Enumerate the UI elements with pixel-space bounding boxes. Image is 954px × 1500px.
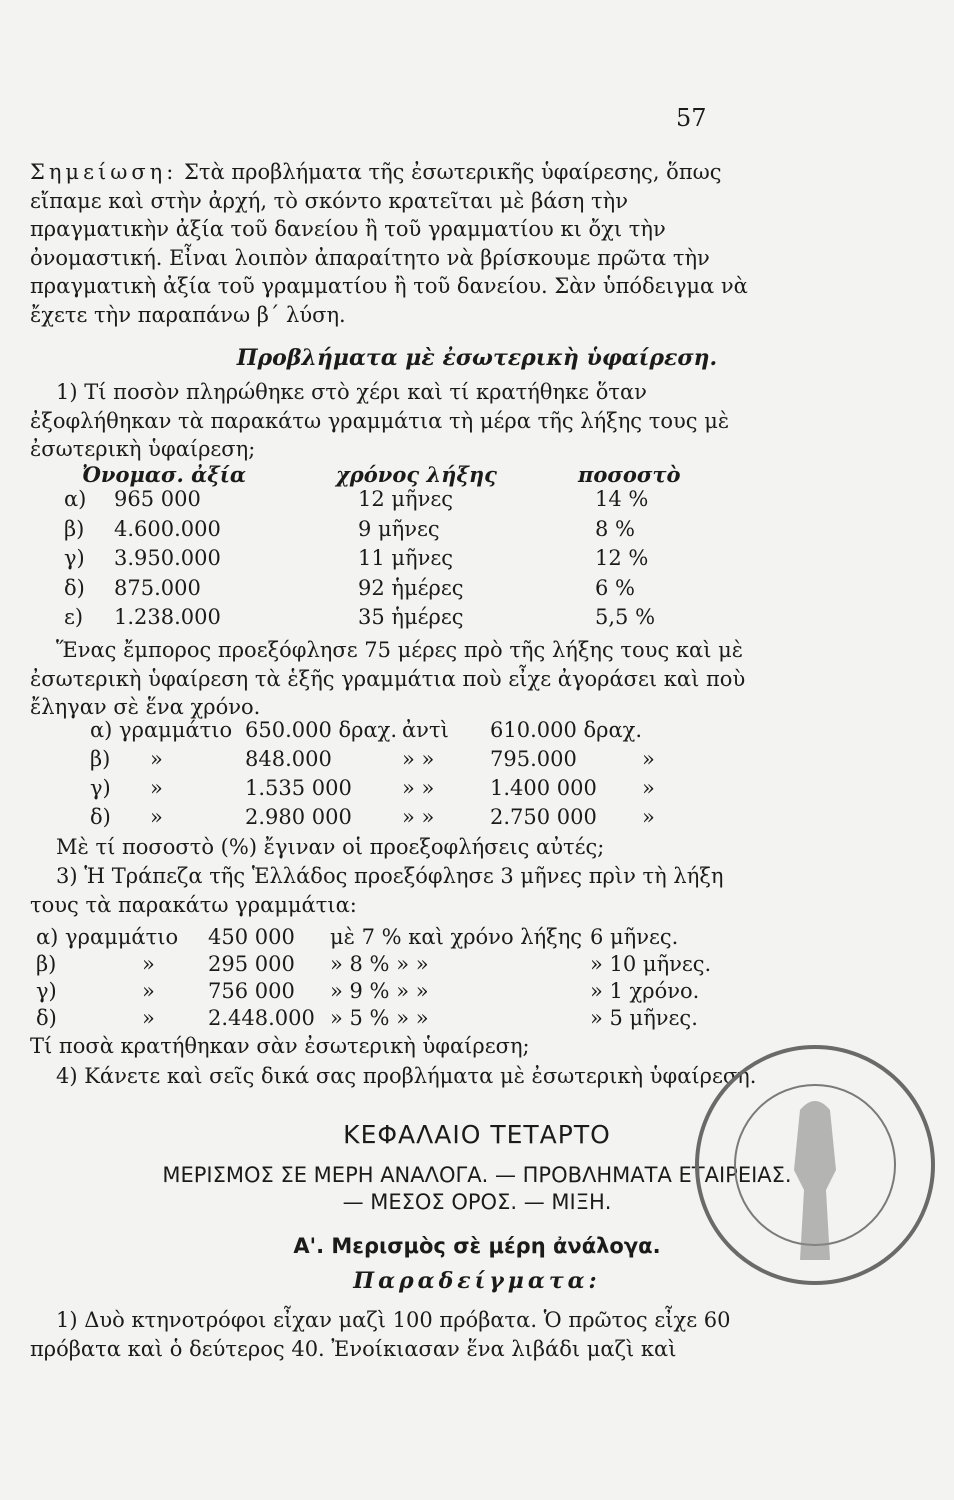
item-nominal: 1.535 000: [245, 776, 352, 800]
row-label: γ): [64, 546, 85, 570]
row-nominal-value: 3.950.000: [114, 546, 221, 570]
list-item: [30, 925, 770, 954]
item-ditto: »: [142, 952, 155, 976]
row-label: α): [64, 487, 87, 511]
table-row: [30, 605, 770, 634]
chapter-subtitle-1: ΜΕΡΙΣΜΟΣ ΣΕ ΜΕΡΗ ΑΝΑΛΟΓΑ. — ΠΡΟΒΛΗΜΑΤΑ ΕΤΑΙΡΕΙΑΣ.: [162, 1163, 792, 1187]
item-ditto-end: »: [642, 747, 655, 771]
row-maturity: 11 μῆνες: [358, 546, 454, 570]
item-label: α) γραμμάτιο: [36, 925, 179, 949]
section-heading-problems: Προβλήματα μὲ ἐσωτερικὴ ὑφαίρεση.: [236, 345, 718, 371]
list-item: [30, 1006, 770, 1035]
item-time: » 5 μῆνες.: [590, 1006, 698, 1030]
row-rate: 14 %: [595, 487, 649, 511]
item-nominal: 2.980 000: [245, 805, 352, 829]
col-percent: ποσοστὸ: [578, 462, 681, 487]
list-item: [30, 747, 770, 776]
item-value: 2.448.000: [208, 1006, 315, 1030]
item-rate: » 8 % » »: [330, 952, 429, 976]
item-nominal: 848.000: [245, 747, 332, 771]
item-value: 450 000: [208, 925, 295, 949]
item-rate: » 5 % » »: [330, 1006, 429, 1030]
col-maturity: χρόνος λήξης: [336, 462, 497, 487]
row-label: δ): [64, 575, 85, 600]
row-nominal-value: 875.000: [114, 575, 201, 600]
problem-3-text: 3) Ἡ Τράπεζα τῆς Ἑλλάδος προεξόφλησε 3 μῆνες πρὶν τὴ λήξη τους τὰ παρακάτω γραμμάτια:: [30, 864, 724, 917]
table-row: [30, 546, 770, 575]
row-rate: 12 %: [595, 546, 649, 570]
chapter-title: ΚΕΦΑΛΑΙΟ ΤΕΤΑΡΤΟ: [343, 1120, 611, 1149]
item-label: δ): [36, 1006, 57, 1030]
row-rate: 5,5 %: [595, 605, 656, 629]
item-value: 295 000: [208, 952, 295, 976]
row-nominal-value: 4.600.000: [114, 516, 221, 541]
item-mid: » »: [402, 776, 435, 800]
col-name-value: Ὀνομασ. ἀξία: [82, 462, 247, 487]
item-value: 756 000: [208, 979, 295, 1003]
item-time: » 10 μῆνες.: [590, 952, 712, 976]
note-paragraph: [30, 158, 760, 329]
item-price: 795.000: [490, 747, 577, 771]
page-number: 57: [676, 104, 707, 132]
examples-heading: Παραδείγματα:: [353, 1268, 601, 1294]
item-mid: ἀντὶ: [402, 718, 449, 742]
row-maturity: 12 μῆνες: [358, 487, 454, 511]
item-label: β): [36, 952, 57, 976]
item-rate: » 9 % » »: [330, 979, 429, 1003]
row-rate: 8 %: [595, 516, 635, 541]
item-ditto-end: »: [642, 776, 655, 800]
item-ditto: »: [150, 747, 163, 771]
library-stamp-seal: [690, 1040, 940, 1290]
item-price: 1.400 000: [490, 776, 597, 800]
item-label: γ): [36, 979, 57, 1003]
item-mid: » »: [402, 805, 435, 829]
list-item: [30, 805, 770, 834]
note-label: Σημείωση:: [30, 160, 178, 184]
row-nominal-value: 965 000: [114, 487, 201, 511]
row-maturity: 92 ἡμέρες: [358, 575, 464, 600]
problem-3-question: Τί ποσὰ κρατήθηκαν σὰν ἐσωτερικὴ ὑφαίρεση;: [30, 1034, 530, 1058]
item-time: » 1 χρόνο.: [590, 979, 700, 1003]
item-ditto: »: [150, 805, 163, 829]
row-maturity: 9 μῆνες: [358, 516, 440, 541]
table-row: [30, 576, 770, 605]
chapter-subtitle-2: — ΜΕΣΟΣ ΟΡΟΣ. — ΜΙΞΗ.: [342, 1190, 612, 1214]
item-label: γ): [90, 776, 111, 800]
subsection-heading: Α'. Μερισμὸς σὲ μέρη ἀνάλογα.: [293, 1234, 661, 1258]
list-item: [30, 979, 770, 1008]
list-item: [30, 718, 770, 747]
item-label: β): [90, 747, 111, 771]
item-ditto: »: [142, 979, 155, 1003]
example-1-text: 1) Δυὸ κτηνοτρόφοι εἶχαν μαζὶ 100 πρόβατα. Ὁ πρῶτος εἶχε 60 πρόβατα καὶ ὁ δεύτερος 40. Ἐνοίκιασαν ἕνα λιβάδι μαζὶ καὶ: [30, 1308, 731, 1361]
item-label: α) γραμμάτιο: [90, 718, 233, 742]
list-item: [30, 952, 770, 981]
item-price: 2.750 000: [490, 805, 597, 829]
row-nominal-value: 1.238.000: [114, 605, 221, 629]
item-rate: μὲ 7 % καὶ χρόνο λήξης: [330, 925, 583, 949]
problem-4-text: 4) Κάνετε καὶ σεῖς δικά σας προβλήματα μὲ ἐσωτερικὴ ὑφαίρεση.: [56, 1064, 757, 1088]
problem-2-question: Μὲ τί ποσοστὸ (%) ἔγιναν οἱ προεξοφλήσεις αὐτές;: [56, 835, 605, 859]
problem-2-text: Ἕνας ἔμπορος προεξόφλησε 75 μέρες πρὸ τῆς λήξης τους καὶ μὲ ἐσωτερικὴ ὑφαίρεση τὰ ἑξῆς γραμμάτια ποὺ εἶχε ἀγοράσει καὶ ποὺ ἔληγαν σὲ ἕνα χρόνο.: [30, 638, 746, 719]
item-time: 6 μῆνες.: [590, 925, 679, 949]
row-label: ε): [64, 605, 84, 629]
item-price: 610.000 δραχ.: [490, 718, 643, 742]
item-ditto: »: [142, 1006, 155, 1030]
item-mid: » »: [402, 747, 435, 771]
table-row: [30, 487, 770, 516]
row-rate: 6 %: [595, 575, 635, 600]
note-text: Στὰ προβλήματα τῆς ἐσωτερικῆς ὑφαίρεσης, ὅπως εἴπαμε καὶ στὴν ἀρχή, τὸ σκόντο κρατεῖται μὲ βάση τὴν πραγματικὴν ἀξία τοῦ δανείου ἢ τοῦ γραμματίου κι ὄχι τὴν ὀνομαστική. Εἶναι λοιπὸν ἀπαραίτητο νὰ βρίσκουμε πρῶτα τὴν πραγματικὴ ἀξία τοῦ γραμματίου ἢ τοῦ δανείου. Σὰν ὑπόδειγμα νὰ ἔχετε τὴν παραπάνω β΄ λύση.: [30, 160, 748, 327]
item-nominal: 650.000 δραχ.: [245, 718, 398, 742]
item-ditto-end: »: [642, 805, 655, 829]
table-row: [30, 517, 770, 546]
item-label: δ): [90, 805, 111, 829]
row-label: β): [64, 516, 85, 541]
problem-1-text: 1) Τί ποσὸν πληρώθηκε στὸ χέρι καὶ τί κρατήθηκε ὅταν ἐξοφλήθηκαν τὰ παρακάτω γραμμάτια τὴ μέρα τῆς λήξης τους μὲ ἐσωτερικὴ ὑφαίρεση;: [30, 380, 730, 461]
list-item: [30, 776, 770, 805]
item-ditto: »: [150, 776, 163, 800]
row-maturity: 35 ἡμέρες: [358, 605, 464, 629]
